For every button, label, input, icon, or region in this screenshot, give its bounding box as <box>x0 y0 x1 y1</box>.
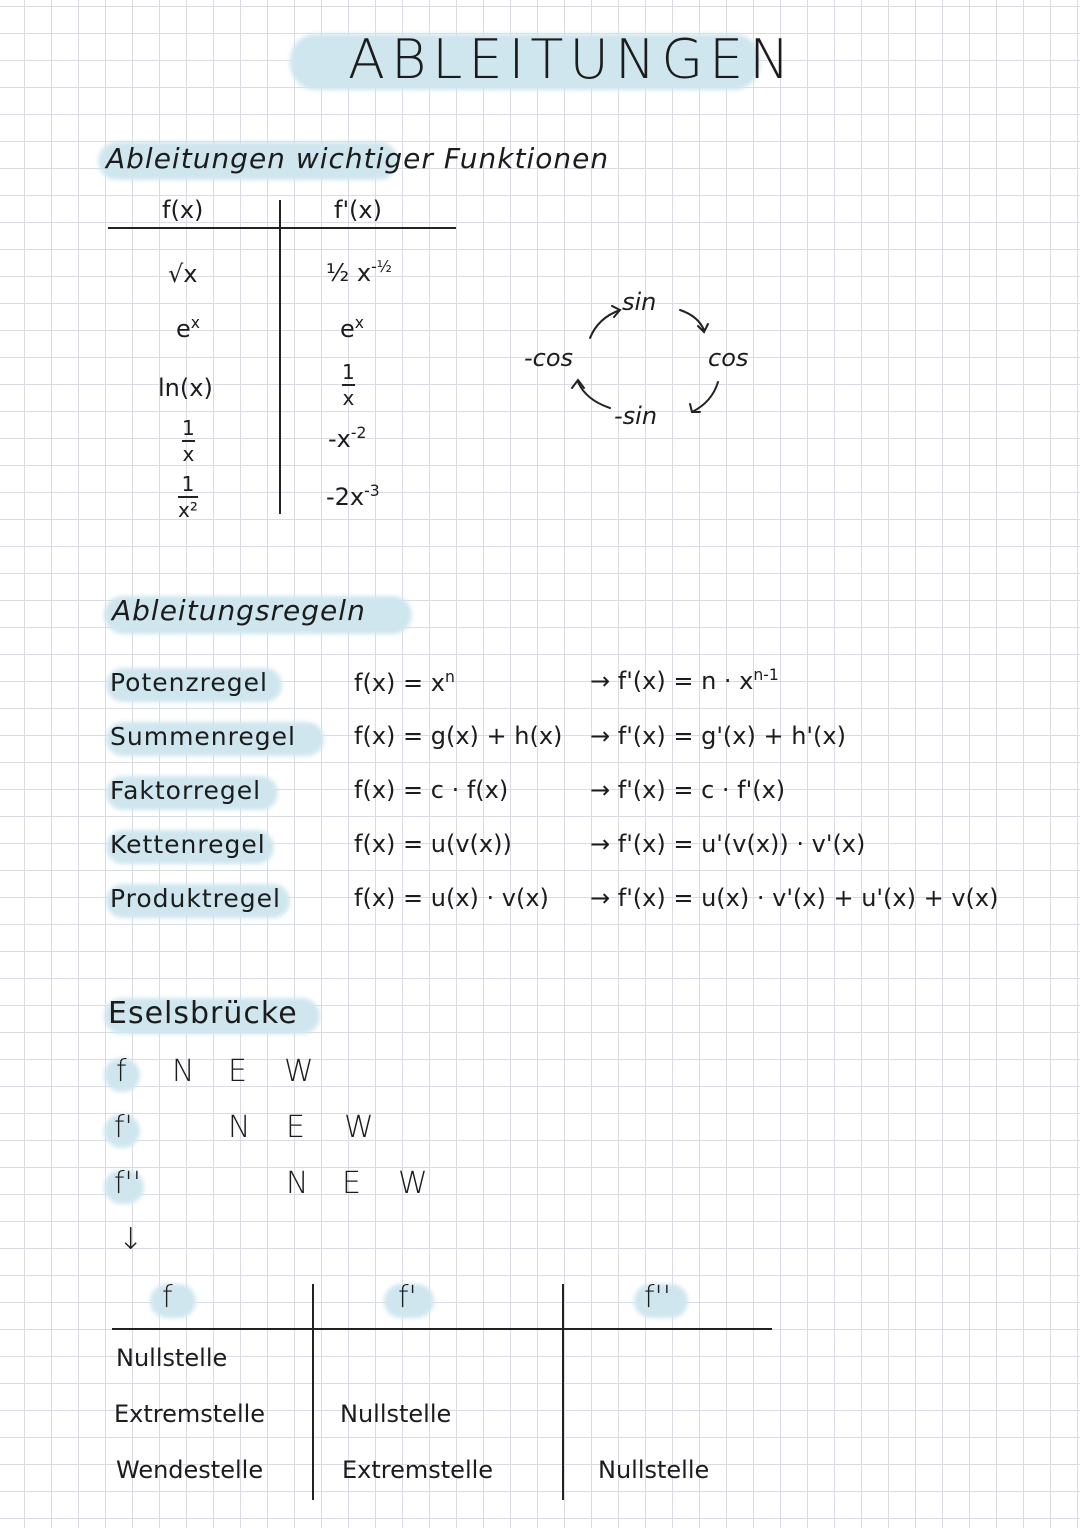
rule-formula-produkt: f(x) = u(x) · v(x) <box>354 884 549 912</box>
fnp-ln: $\frac{1}{x}$ <box>342 360 355 410</box>
header-highlight <box>150 1284 196 1318</box>
summary-col1-item: Wendestelle <box>116 1456 264 1484</box>
arrow-cos-to-negsin <box>692 382 718 412</box>
rule-derivative-summe: → f'(x) = g'(x) + h'(x) <box>590 722 846 750</box>
summary-col1-item: Extremstelle <box>114 1400 266 1428</box>
rule-derivative-potenz: → $f'(x) = n \cdot x^{n-1}$ <box>590 666 779 695</box>
summary-header-f: f <box>162 1280 173 1315</box>
fnp-exp: $e^x$ <box>340 314 364 343</box>
summary-col2-item: Nullstelle <box>340 1400 452 1428</box>
fnp-sqrt: ½ $x^{-\frac{1}{2}}$ <box>326 258 392 287</box>
mnemonic-letter: W <box>284 1054 314 1089</box>
rule-formula-faktor: f(x) = c · f(x) <box>354 776 509 804</box>
trig-cycle-arrows <box>520 290 780 440</box>
mnemonic-letter: E <box>342 1166 361 1201</box>
summary-col3-item: Nullstelle <box>598 1456 710 1484</box>
summary-col2-item: Extremstelle <box>342 1456 494 1484</box>
fn-exp: $e^x$ <box>176 314 200 343</box>
rule-formula-potenz: $f(x) = x^n$ <box>354 668 455 697</box>
fn-recip: $\frac{1}{x}$ <box>182 416 195 466</box>
mnemonic-letter: W <box>344 1110 374 1145</box>
mnemonic-label-f: f <box>116 1054 127 1089</box>
fn-sqrt: √x <box>168 260 198 288</box>
rule-formula-summe: f(x) = g(x) + h(x) <box>354 722 563 750</box>
rule-formula-ketten: f(x) = u(v(x)) <box>354 830 512 858</box>
rule-derivative-faktor: → f'(x) = c · f'(x) <box>590 776 786 804</box>
mnemonic-heading: Eselsbrücke <box>108 996 298 1031</box>
page-title: ABLEITUNGEN <box>348 28 796 91</box>
fn-ln: ln(x) <box>158 374 213 402</box>
table-header-line <box>108 227 456 229</box>
fn-recip-sq: $\frac{1}{\text{x²}}$ <box>178 472 198 522</box>
col-header-fprime: f'(x) <box>334 196 382 224</box>
rule-name-faktor: Faktorregel <box>110 776 262 805</box>
summary-header-fsecond: f'' <box>644 1280 672 1315</box>
mnemonic-label-fprime: f' <box>114 1110 133 1145</box>
rule-name-ketten: Kettenregel <box>110 830 266 859</box>
rule-name-summe: Summenregel <box>110 722 296 751</box>
table-divider <box>279 200 281 514</box>
mnemonic-letter: E <box>228 1054 247 1089</box>
trig-neg-sin: -sin <box>614 402 658 430</box>
fnp-recip: $-x^{-2}$ <box>328 424 367 453</box>
summary-col1-item: Nullstelle <box>116 1344 228 1372</box>
trig-sin: sin <box>622 288 657 316</box>
fnp-recip-sq: $-2x^{-3}$ <box>326 482 380 511</box>
rule-derivative-produkt: → f'(x) = u(x) · v'(x) + u'(x) + v(x) <box>590 884 999 912</box>
mnemonic-label-fsecond: f'' <box>114 1166 142 1201</box>
section-heading-functions: Ableitungen wichtiger Funktionen <box>106 142 610 175</box>
trig-cos: cos <box>708 344 749 372</box>
rule-name-produkt: Produktregel <box>110 884 281 913</box>
summary-header-fprime: f' <box>398 1280 417 1315</box>
rule-name-potenz: Potenzregel <box>110 668 268 697</box>
mnemonic-letter: N <box>286 1166 309 1201</box>
section-heading-rules: Ableitungsregeln <box>112 594 366 627</box>
mnemonic-letter: W <box>398 1166 428 1201</box>
summary-header-line <box>112 1328 772 1330</box>
trig-neg-cos: -cos <box>524 344 574 372</box>
mnemonic-letter: E <box>286 1110 305 1145</box>
summary-divider-1 <box>312 1284 314 1500</box>
mnemonic-arrow: ↓ <box>118 1222 144 1257</box>
summary-divider-2 <box>562 1284 564 1500</box>
col-header-f: f(x) <box>162 196 204 224</box>
mnemonic-letter: N <box>172 1054 195 1089</box>
rule-derivative-ketten: → f'(x) = u'(v(x)) · v'(x) <box>590 830 866 858</box>
mnemonic-letter: N <box>228 1110 251 1145</box>
